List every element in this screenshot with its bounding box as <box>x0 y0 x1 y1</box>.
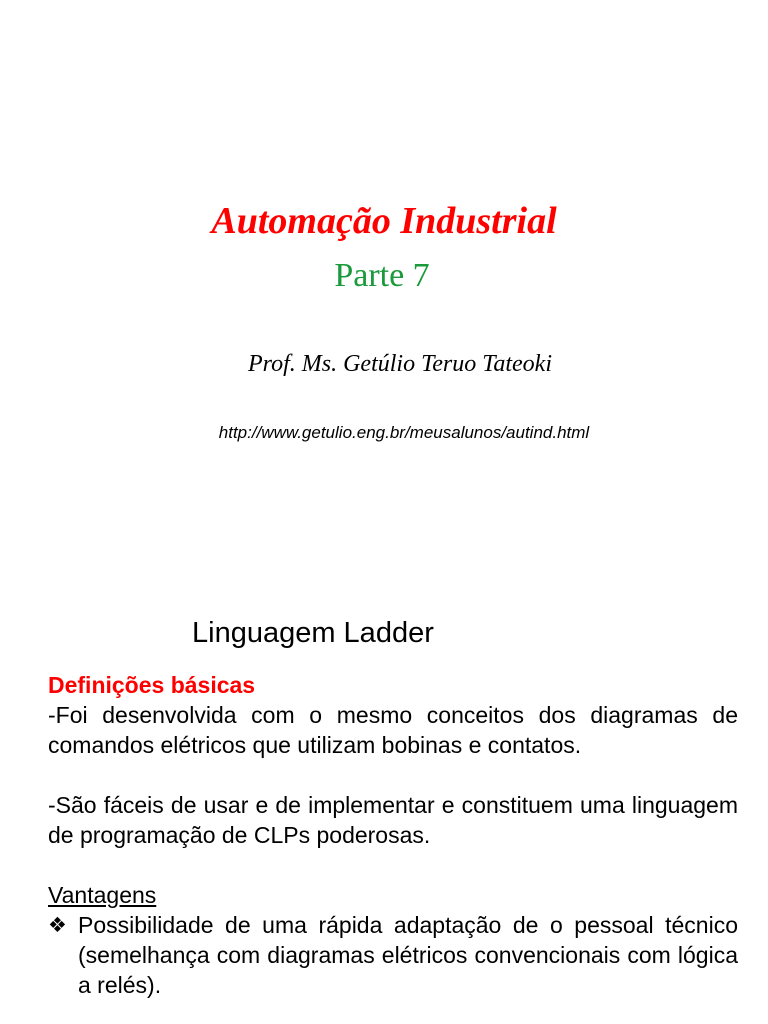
course-url: http://www.getulio.eng.br/meusalunos/autind.html <box>218 423 590 442</box>
advantages-heading: Vantagens <box>48 882 157 908</box>
advantage-item <box>48 910 738 1000</box>
definition-paragraph-2: -São fáceis de usar e de implementar e constituem uma linguagem de programação de CLPs poderosas. <box>48 792 738 848</box>
section-title: Linguagem Ladder <box>192 617 434 649</box>
paragraph-spacer <box>48 850 738 880</box>
definitions-heading: Definições básicas <box>48 672 256 698</box>
diamond-bullet-icon: ❖ <box>48 913 67 937</box>
definition-paragraph-1: -Foi desenvolvida com o mesmo conceitos dos diagramas de comandos elétricos que utilizam bobinas e contatos. <box>48 702 738 758</box>
paragraph-spacer <box>48 760 738 790</box>
slide-title: Automação Industrial <box>211 200 557 242</box>
author-name: Prof. Ms. Getúlio Teruo Tateoki <box>247 351 553 377</box>
slide-subtitle: Parte 7 <box>334 257 430 294</box>
advantage-text: Possibilidade de uma rápida adaptação de o pessoal técnico (semelhança com diagramas elétricos convencionais com lógica a relés). <box>78 912 738 998</box>
content-body <box>48 670 738 1000</box>
